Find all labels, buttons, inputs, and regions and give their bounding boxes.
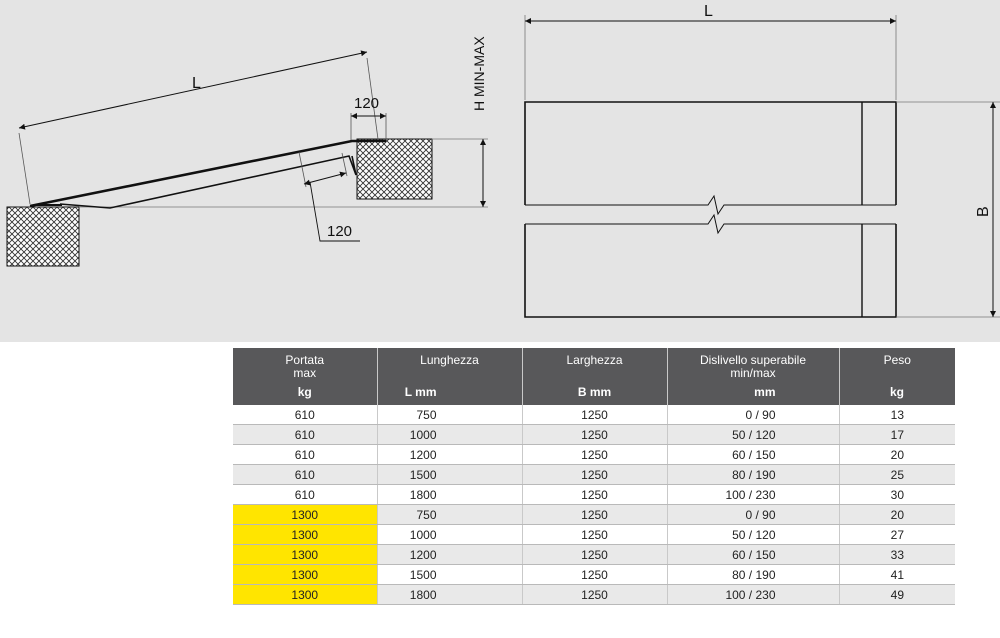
table-row bbox=[233, 525, 955, 545]
header-capacity-line2: max bbox=[293, 366, 317, 380]
header-height-range-unit: mm bbox=[754, 385, 776, 399]
cell-height-range: 80 / 190 bbox=[667, 565, 839, 585]
cell-capacity: 1300 bbox=[233, 505, 377, 525]
cell-width: 1250 bbox=[522, 405, 667, 425]
cell-height-range: 50 / 120 bbox=[667, 425, 839, 445]
cell-length: 1000 bbox=[377, 525, 522, 545]
cell-height-range: 0 / 90 bbox=[667, 405, 839, 425]
label-lip-bottom: 120 bbox=[327, 223, 353, 240]
header-width bbox=[522, 348, 667, 405]
table-row bbox=[233, 405, 955, 425]
cell-width: 1250 bbox=[522, 545, 667, 565]
table-row bbox=[233, 505, 955, 525]
header-weight-unit: kg bbox=[889, 385, 904, 399]
cell-length: 750 bbox=[377, 405, 522, 425]
header-weight bbox=[839, 348, 955, 405]
cell-height-range: 100 / 230 bbox=[667, 585, 839, 605]
cell-width: 1250 bbox=[522, 505, 667, 525]
cell-height-range: 80 / 190 bbox=[667, 465, 839, 485]
cell-length: 1500 bbox=[377, 465, 522, 485]
cell-weight: 17 bbox=[839, 425, 955, 445]
cell-width: 1250 bbox=[522, 465, 667, 485]
cell-length: 1200 bbox=[377, 545, 522, 565]
cell-width: 1250 bbox=[522, 565, 667, 585]
cell-width: 1250 bbox=[522, 425, 667, 445]
header-height-range-line1: Dislivello superabile bbox=[699, 353, 807, 367]
header-height-range bbox=[667, 348, 839, 405]
header-length bbox=[377, 348, 522, 405]
cell-weight: 27 bbox=[839, 525, 955, 545]
cell-width: 1250 bbox=[522, 445, 667, 465]
cell-length: 1800 bbox=[377, 585, 522, 605]
cell-capacity: 610 bbox=[233, 465, 377, 485]
table-row bbox=[233, 545, 955, 565]
cell-height-range: 0 / 90 bbox=[667, 505, 839, 525]
cell-capacity: 610 bbox=[233, 485, 377, 505]
header-height-range-line2: min/max bbox=[730, 366, 776, 380]
cell-weight: 49 bbox=[839, 585, 955, 605]
cell-height-range: 60 / 150 bbox=[667, 545, 839, 565]
label-L-top: L bbox=[704, 3, 713, 20]
table-row bbox=[233, 445, 955, 465]
header-length-unit: L mm bbox=[404, 385, 437, 399]
header-capacity-line1: Portata bbox=[285, 353, 325, 367]
label-lip-top: 120 bbox=[354, 95, 380, 112]
cell-capacity: 610 bbox=[233, 405, 377, 425]
cell-weight: 13 bbox=[839, 405, 955, 425]
cell-weight: 30 bbox=[839, 485, 955, 505]
cell-length: 1800 bbox=[377, 485, 522, 505]
label-L-side: L bbox=[192, 75, 201, 92]
table-row bbox=[233, 585, 955, 605]
cell-length: 1000 bbox=[377, 425, 522, 445]
header-width-unit: B mm bbox=[577, 385, 612, 399]
table-row bbox=[233, 565, 955, 585]
cell-width: 1250 bbox=[522, 585, 667, 605]
cell-height-range: 100 / 230 bbox=[667, 485, 839, 505]
ground-block-left bbox=[7, 207, 79, 266]
table-row bbox=[233, 485, 955, 505]
cell-length: 1200 bbox=[377, 445, 522, 465]
cell-weight: 20 bbox=[839, 505, 955, 525]
label-H: H MIN-MAX bbox=[471, 36, 487, 111]
cell-capacity: 610 bbox=[233, 425, 377, 445]
table-row bbox=[233, 465, 955, 485]
cell-capacity: 1300 bbox=[233, 525, 377, 545]
specifications-table bbox=[233, 348, 955, 605]
cell-height-range: 60 / 150 bbox=[667, 445, 839, 465]
cell-capacity: 1300 bbox=[233, 565, 377, 585]
header-capacity-unit: kg bbox=[297, 385, 312, 399]
header-weight-line1: Peso bbox=[883, 353, 911, 367]
cell-capacity: 610 bbox=[233, 445, 377, 465]
header-capacity bbox=[233, 348, 377, 405]
dock-block-right bbox=[357, 139, 432, 199]
header-length-line1: Lunghezza bbox=[420, 353, 479, 367]
cell-weight: 33 bbox=[839, 545, 955, 565]
cell-length: 750 bbox=[377, 505, 522, 525]
table-row bbox=[233, 425, 955, 445]
cell-height-range: 50 / 120 bbox=[667, 525, 839, 545]
cell-weight: 25 bbox=[839, 465, 955, 485]
cell-weight: 41 bbox=[839, 565, 955, 585]
cell-width: 1250 bbox=[522, 485, 667, 505]
cell-capacity: 1300 bbox=[233, 545, 377, 565]
cell-capacity: 1300 bbox=[233, 585, 377, 605]
table-header-row bbox=[233, 348, 955, 405]
cell-weight: 20 bbox=[839, 445, 955, 465]
label-B: B bbox=[975, 206, 992, 217]
header-width-line1: Larghezza bbox=[566, 353, 623, 367]
cell-width: 1250 bbox=[522, 525, 667, 545]
cell-length: 1500 bbox=[377, 565, 522, 585]
